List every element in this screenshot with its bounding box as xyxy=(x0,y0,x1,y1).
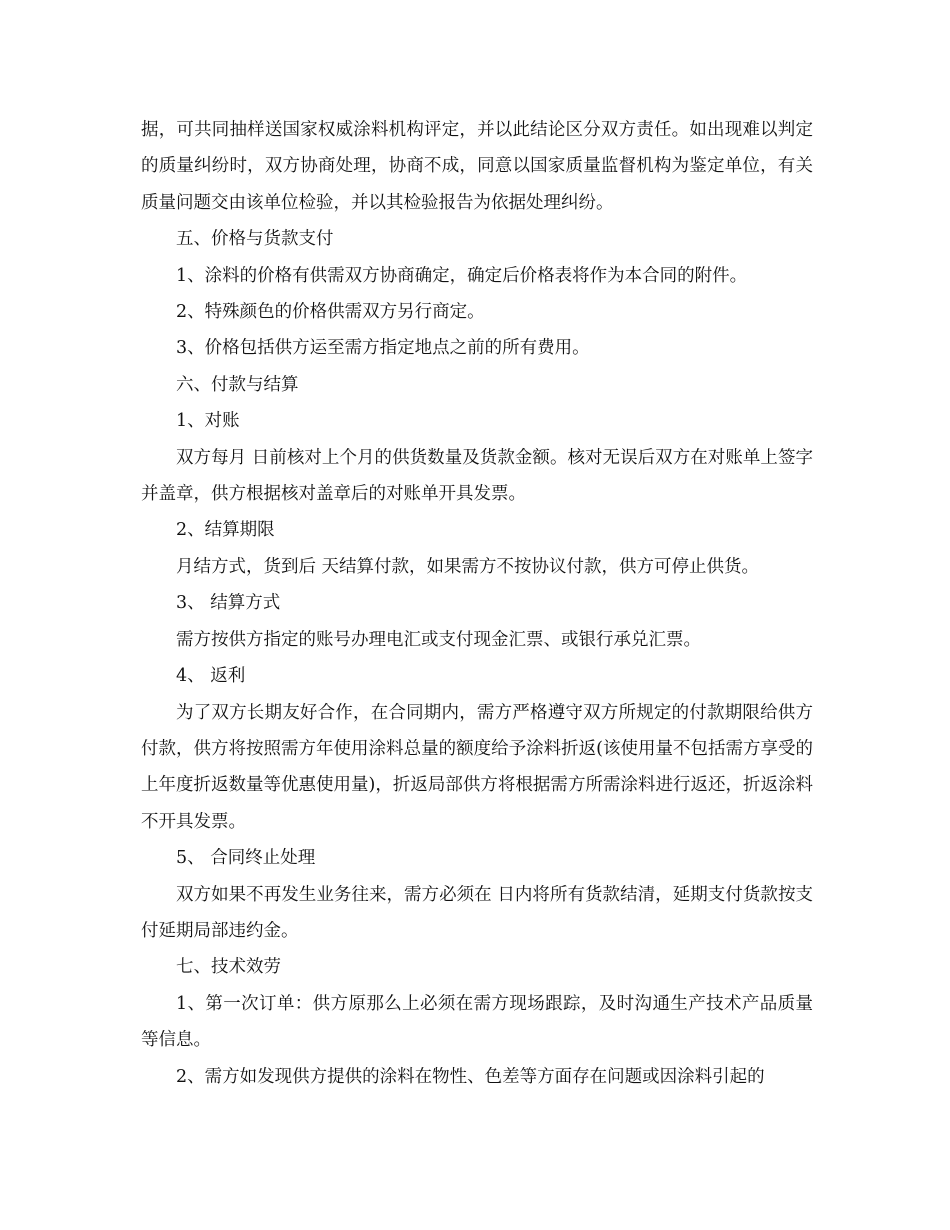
subsection-heading: 1、对账 xyxy=(176,411,240,432)
list-item: 1、第一次订单：供方原那么上必须在需方现场跟踪，及时沟通生产技术产品质量等信息。 xyxy=(141,993,813,1051)
list-item: 3、价格包括供方运至需方指定地点之前的所有费用。 xyxy=(176,338,590,359)
paragraph: 月结方式，货到后 天结算付款，如果需方不按协议付款，供方可停止供货。 xyxy=(176,556,760,577)
paragraph: 为了双方长期友好合作，在合同期内，需方严格遵守双方所规定的付款期限给供方付款，供方将按照需方年使用涂料总量的额度给予涂料折返(该使用量不包括需方享受的上年度折返数量等优惠使用量)，折返局部供方将根据需方所需涂料进行返还，折返涂料不开具发票。 xyxy=(141,702,813,832)
subsection-heading: 5、 合同终止处理 xyxy=(176,848,316,869)
subsection-heading: 4、 返利 xyxy=(176,666,246,687)
list-item: 2、特殊颜色的价格供需双方另行商定。 xyxy=(176,302,485,323)
section-heading: 六、付款与结算 xyxy=(176,374,299,395)
paragraph: 双方如果不再发生业务往来，需方必须在 日内将所有货款结清，延期支付货款按支付延期局部违约金。 xyxy=(141,884,813,941)
list-item: 2、需方如发现供方提供的涂料在物性、色差等方面存在问题或因涂料引起的 xyxy=(176,1066,765,1087)
paragraph: 双方每月 日前核对上个月的供货数量及货款金额。核对无误后双方在对账单上签字并盖章，供方根据核对盖章后的对账单开具发票。 xyxy=(141,447,813,505)
list-item: 1、涂料的价格有供需双方协商确定，确定后价格表将作为本合同的附件。 xyxy=(176,265,748,286)
document-body xyxy=(141,112,813,1095)
section-heading: 五、价格与货款支付 xyxy=(176,229,334,250)
paragraph: 据，可共同抽样送国家权威涂料机构评定，并以此结论区分双方责任。如出现难以判定的质量纠纷时，双方协商处理，协商不成，同意以国家质量监督机构为鉴定单位，有关质量问题交由该单位检验，并以其检验报告为依据处理纠纷。 xyxy=(141,120,813,213)
paragraph: 需方按供方指定的账号办理电汇或支付现金汇票、或银行承兑汇票。 xyxy=(176,629,701,650)
subsection-heading: 2、结算期限 xyxy=(176,520,275,541)
subsection-heading: 3、 结算方式 xyxy=(176,593,281,614)
section-heading: 七、技术效劳 xyxy=(176,957,281,978)
